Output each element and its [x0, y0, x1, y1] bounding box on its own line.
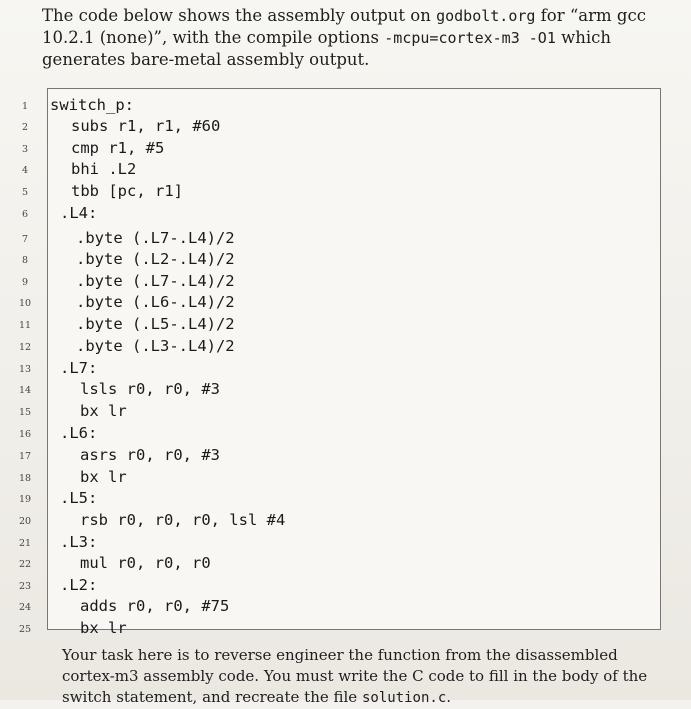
- line-number: 13: [18, 364, 32, 375]
- code-line: .byte (.L7-.L4)/2: [76, 272, 235, 290]
- code-line: lsls r0, r0, #3: [80, 380, 220, 398]
- code-line: .byte (.L3-.L4)/2: [76, 337, 235, 355]
- code-line: tbb [pc, r1]: [71, 182, 183, 200]
- compile-options: -mcpu=cortex-m3 -O1: [384, 29, 556, 47]
- code-line: .byte (.L5-.L4)/2: [76, 315, 235, 333]
- code-line: .L6:: [60, 424, 98, 442]
- line-number: 15: [18, 407, 32, 418]
- line-number: 10: [18, 298, 32, 309]
- code-line: rsb r0, r0, r0, lsl #4: [80, 511, 286, 529]
- line-number: 7: [21, 234, 29, 245]
- line-number: 1: [21, 101, 29, 112]
- solution-filename: solution.c: [361, 690, 447, 706]
- line-number: 3: [21, 144, 29, 155]
- code-line: .L3:: [60, 533, 98, 551]
- line-number: 2: [21, 122, 29, 133]
- line-number: 19: [18, 494, 32, 505]
- code-line: .L4:: [60, 204, 98, 222]
- code-line: .byte (.L7-.L4)/2: [76, 229, 235, 247]
- intro-paragraph: [42, 5, 672, 71]
- code-line: .byte (.L6-.L4)/2: [76, 293, 235, 311]
- code-line: .L5:: [60, 489, 98, 507]
- code-line: subs r1, r1, #60: [71, 117, 221, 135]
- line-number: 25: [18, 624, 32, 635]
- line-number: 4: [21, 165, 29, 176]
- line-number: 16: [18, 429, 32, 440]
- line-number: 20: [18, 516, 32, 527]
- code-line: bx lr: [80, 468, 127, 486]
- task-text-2: .: [446, 688, 452, 706]
- code-line: .L7:: [60, 359, 98, 377]
- code-line: adds r0, r0, #75: [80, 597, 230, 615]
- code-line: .L2:: [60, 576, 98, 594]
- code-line: switch_p:: [50, 96, 134, 114]
- line-number: 5: [21, 187, 29, 198]
- line-number: 22: [18, 559, 32, 570]
- line-number: 8: [21, 255, 29, 266]
- line-number: 21: [18, 538, 32, 549]
- intro-text-3: which generates bare-metal assembly output.: [42, 28, 612, 69]
- code-line: cmp r1, #5: [71, 139, 165, 157]
- line-number: 6: [21, 209, 29, 220]
- code-line: bhi .L2: [71, 160, 137, 178]
- line-number: 18: [18, 473, 32, 484]
- line-number: 17: [18, 451, 32, 462]
- code-line: asrs r0, r0, #3: [80, 446, 220, 464]
- code-line: mul r0, r0, r0: [80, 554, 211, 572]
- code-line: .byte (.L2-.L4)/2: [76, 250, 235, 268]
- line-number: 11: [18, 320, 32, 331]
- task-paragraph: [62, 645, 662, 709]
- site-name: godbolt.org: [436, 7, 536, 25]
- code-line: bx lr: [80, 619, 127, 637]
- task-text-1: Your task here is to reverse engineer the function from the disassembled cortex-m3 assembly code. You must write the C code to fill in the body of the switch statement, and recreate the file: [62, 646, 648, 706]
- intro-text-1: The code below shows the assembly output on: [42, 6, 437, 25]
- code-block: [47, 88, 661, 637]
- intro-text-2: for “arm gcc 10.2.1 (none)”, with the compile options: [42, 6, 646, 47]
- line-number: 14: [18, 385, 32, 396]
- line-number: 24: [18, 602, 32, 613]
- line-number: 9: [21, 277, 29, 288]
- line-number: 23: [18, 581, 32, 592]
- line-number: 12: [18, 342, 32, 353]
- code-line: bx lr: [80, 402, 127, 420]
